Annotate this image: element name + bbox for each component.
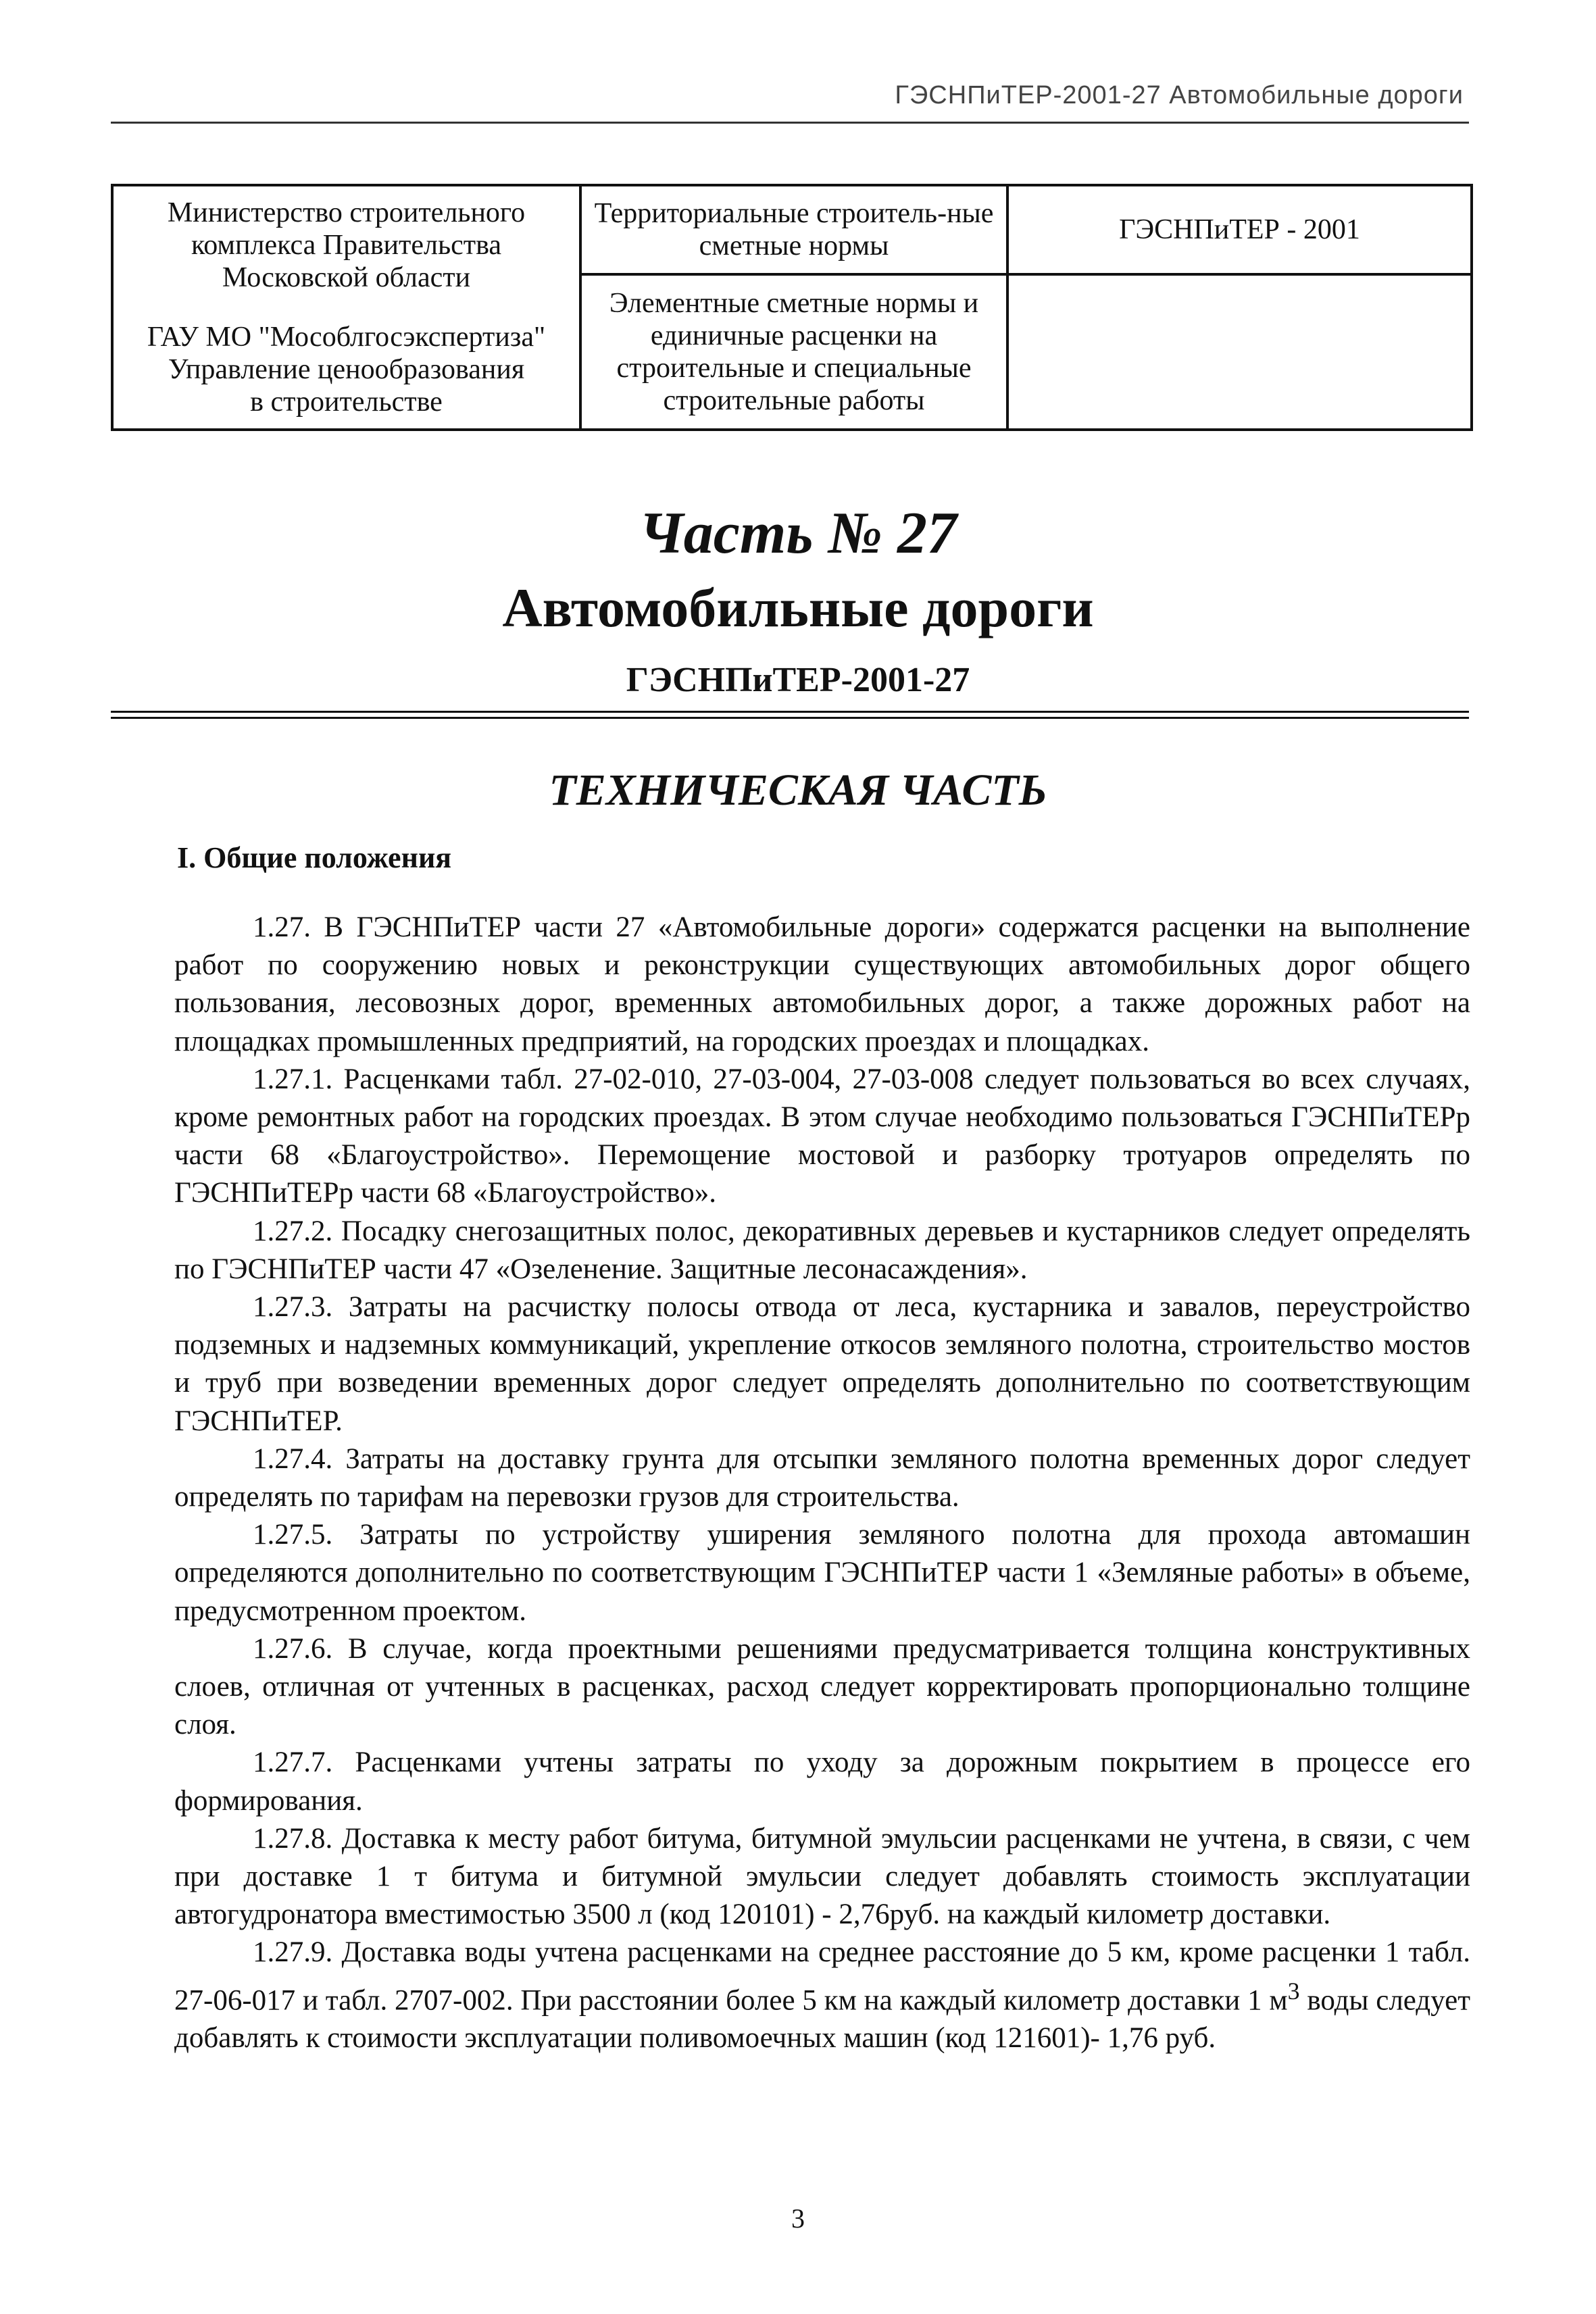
norms-code-cell: ГЭСНПиТЕР - 2001 bbox=[1007, 185, 1472, 274]
paragraph: 1.27.8. Доставка к месту работ битума, битумной эмульсии расценками не учтена, в связи, с чем при доставке 1 т битума и битумной эмульсии следует добавлять стоимость эксплуатации автогудронатора вместимостью 3500 л (код 120101) - 2,76руб. на каждый километр доставки. bbox=[174, 1822, 1470, 1931]
org-line: Московской области bbox=[222, 262, 471, 293]
paragraph-part: 1.27.9. Доставка воды учтена расценками на среднее расстояние до 5 км, кроме расценки 1 табл. 27-06-017 и табл. 2707-002. При расстоянии более 5 км на каждый километр доставки 1 м bbox=[174, 1936, 1470, 2017]
section-title: ТЕХНИЧЕСКАЯ ЧАСТЬ bbox=[549, 765, 1047, 815]
code-title: ГЭСНПиТЕР-2001-27 bbox=[626, 661, 970, 699]
title-double-rule bbox=[111, 711, 1469, 719]
organization-cell bbox=[112, 185, 580, 430]
paragraph: 1.27.6. В случае, когда проектными решениями предусматривается толщина конструктивных слоев, отличная от учтенных в расценках, расход следует корректировать пропорционально толщине слоя. bbox=[174, 1632, 1470, 1741]
org-line: в строительстве bbox=[250, 386, 443, 418]
paragraph-water-delivery bbox=[174, 1934, 1470, 2057]
main-title: Автомобильные дороги bbox=[502, 577, 1094, 638]
running-header: ГЭСНПиТЕР-2001-27 Автомобильные дороги bbox=[895, 81, 1464, 109]
paragraph: 1.27.5. Затраты по устройству уширения земляного полотна для прохода автомашин определяются дополнительно по соответствующим ГЭСНПиТЕР части 1 «Земляные работы» в объеме, предусмотренном проектом. bbox=[174, 1519, 1470, 1627]
header-rule bbox=[111, 122, 1469, 124]
paragraph: 1.27.1. Расценками табл. 27-02-010, 27-03-004, 27-03-008 следует пользоваться во всех случаях, кроме ремонтных работ на городских проездах. В этом случае необходимо пользоваться ГЭСНПиТЕРр части 68 «Благоустройство». Перемощение мостовой и разборку тротуаров определять по ГЭСНПиТЕРр части 68 «Благоустройство». bbox=[174, 1063, 1470, 1209]
paragraph: 1.27.2. Посадку снегозащитных полос, декоративных деревьев и кустарников следует определять по ГЭСНПиТЕР части 47 «Озеленение. Защитные лесонасаждения». bbox=[174, 1215, 1470, 1285]
part-title: Часть № 27 bbox=[639, 501, 957, 566]
body-text bbox=[174, 909, 1470, 2057]
paragraph-part: воды следует добавлять к стоимости эксплуатации поливомоечных машин (код 121601)- 1,76 руб. bbox=[174, 1984, 1470, 2055]
org-line: Министерство строительного bbox=[167, 197, 526, 228]
empty-cell bbox=[1007, 274, 1472, 430]
org-spacer bbox=[122, 294, 571, 321]
norms-description-cell: Элементные сметные нормы и единичные расценки на строительные и специальные строительные работы bbox=[580, 274, 1007, 430]
org-line: комплекса Правительства bbox=[191, 230, 502, 261]
org-line: ГАУ МО "Мособлгосэкспертиза" bbox=[147, 322, 546, 353]
paragraph: 1.27.4. Затраты на доставку грунта для отсыпки земляного полотна временных дорог следует определять по тарифам на перевозки грузов для строительства. bbox=[174, 1442, 1470, 1513]
paragraph: 1.27.3. Затраты на расчистку полосы отвода от леса, кустарника и завалов, переустройство подземных и надземных коммуникаций, укрепление откосов земляного полотна, строительство мостов и труб при возведении временных дорог следует определять дополнительно по соответствующим ГЭСНПиТЕР. bbox=[174, 1291, 1470, 1437]
paragraph: 1.27. В ГЭСНПиТЕР части 27 «Автомобильные дороги» содержатся расценки на выполнение работ по сооружению новых и реконструкции существующих автомобильных дорог общего пользования, лесовозных дорог, временных автомобильных дорог, а также дорожных работ на площадках промышленных предприятий, на городских проездах и площадках. bbox=[174, 911, 1470, 1057]
document-header-table bbox=[111, 184, 1473, 431]
subsection-title: I. Общие положения bbox=[177, 841, 452, 874]
paragraph: 1.27.7. Расценками учтены затраты по уходу за дорожным покрытием в процессе его формирования. bbox=[174, 1746, 1470, 1817]
superscript: 3 bbox=[1287, 1977, 1300, 2005]
org-line: Управление ценообразования bbox=[168, 354, 525, 385]
page-number: 3 bbox=[791, 2203, 805, 2234]
norms-type-cell: Территориальные строитель-ные сметные нормы bbox=[580, 185, 1007, 274]
